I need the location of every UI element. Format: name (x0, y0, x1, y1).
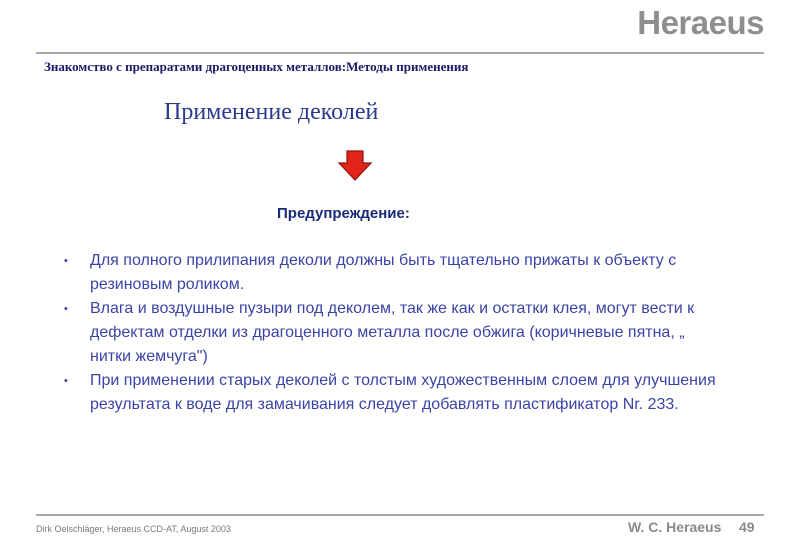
slide-title: Применение деколей (164, 99, 379, 125)
down-arrow-icon (337, 150, 373, 182)
page-number: 49 (739, 519, 755, 535)
bullet-item: • При применении старых деколей с толстым художественным слоем для улучшения результата к воде для замачивания следует добавлять пластификатор Nr. 233. (62, 369, 722, 417)
bullet-list (62, 249, 722, 417)
heraeus-logo: Heraeus (637, 4, 764, 41)
warning-heading: Предупреждение: (277, 205, 410, 222)
footer-company: W. C. Heraeus (628, 519, 722, 535)
footer-author: Dirk Oelschläger, Heraeus CCD-AT, August 2003 (36, 524, 231, 534)
down-arrow-shape (339, 151, 371, 180)
bullet-item: • Влага и воздушные пузыри под деколем, так же как и остатки клея, могут вести к дефектам отделки из драгоценного металла после обжига (коричневые пятна, „ нитки жемчуга") (62, 297, 722, 369)
bullet-item: • Для полного прилипания деколи должны быть тщательно прижаты к объекту с резиновым роликом. (62, 249, 722, 297)
footer-divider (36, 514, 764, 516)
header-title: Знакомство с препаратами драгоценных металлов:Методы применения (44, 59, 469, 74)
header-divider (36, 52, 764, 54)
